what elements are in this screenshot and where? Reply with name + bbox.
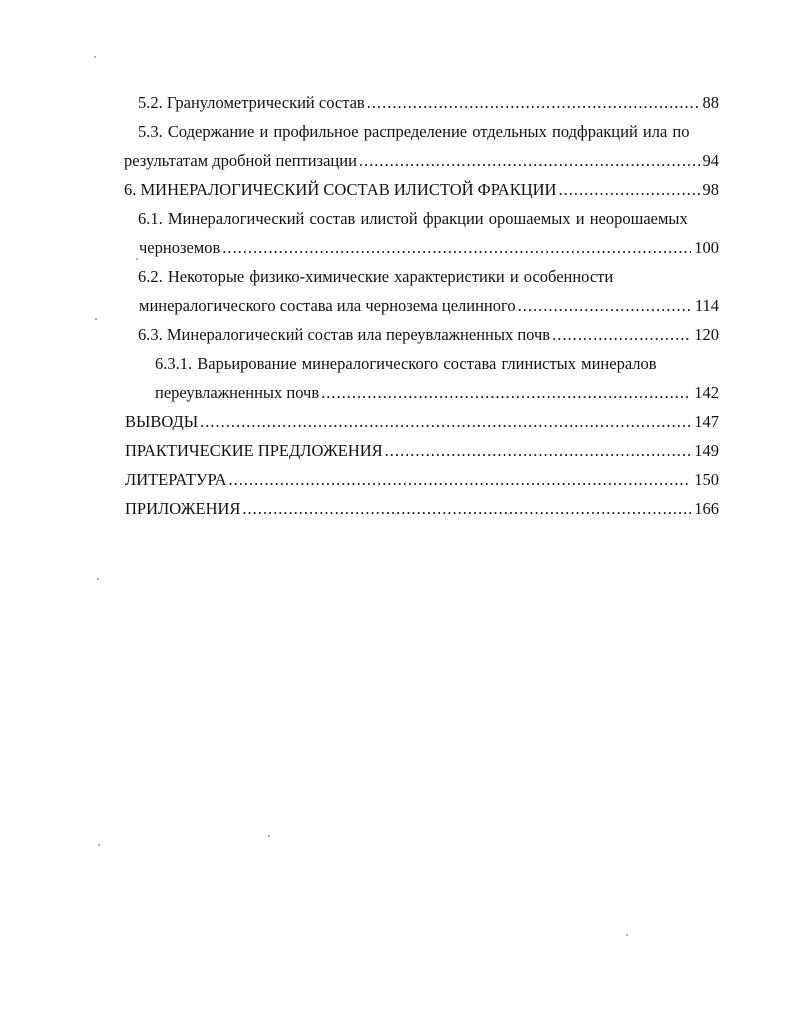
- toc-page-number: 147: [694, 412, 719, 431]
- toc-entry-title-line2: минералогического состава ила чернозема целинного: [139, 296, 516, 315]
- toc-entry-appendices[interactable]: [0, 494, 793, 523]
- toc-entry-title-line2: черноземов: [139, 238, 221, 257]
- toc-page-number: 166: [694, 499, 719, 518]
- dot-leader: [321, 378, 691, 407]
- toc-entry-title: 6.3. Минералогический состав ила переувлажненных почв: [138, 325, 551, 344]
- dot-leader: [558, 175, 699, 204]
- dot-leader: [385, 436, 692, 465]
- dot-leader: [242, 494, 691, 523]
- dot-leader: [200, 407, 691, 436]
- toc-entry-6-3-1[interactable]: [0, 349, 793, 407]
- toc-page-number: 142: [694, 383, 719, 402]
- toc-page-number: 120: [694, 325, 719, 344]
- toc-entry-chapter-6[interactable]: [0, 175, 793, 204]
- toc-entry-title: 6. МИНЕРАЛОГИЧЕСКИЙ СОСТАВ ИЛИСТОЙ ФРАКЦИИ: [124, 180, 557, 199]
- toc-entry-title: 5.2. Гранулометрический состав: [138, 93, 365, 112]
- toc-entry-title-line1: 6.1. Минералогический состав илистой фракции орошаемых и неорошаемых: [138, 209, 688, 228]
- scan-speck: [95, 318, 97, 320]
- toc-entry-title-line2: переувлажненных почв: [155, 383, 320, 402]
- toc-page-number: 88: [702, 93, 719, 112]
- toc-page-number: 98: [702, 180, 719, 199]
- scan-speck: [136, 258, 138, 260]
- toc-entry-title-line1: 5.3. Содержание и профильное распределение отдельных подфракций ила по: [138, 122, 690, 141]
- toc-entry-literature[interactable]: [0, 465, 793, 494]
- dot-leader: [229, 465, 692, 494]
- dot-leader: [222, 233, 691, 262]
- toc-entry-6-2[interactable]: [0, 262, 793, 320]
- toc-page-number: 150: [694, 470, 719, 489]
- toc-page-number: 114: [694, 296, 719, 315]
- toc-page-number: 94: [702, 151, 719, 170]
- scan-speck: [626, 934, 628, 936]
- scan-speck: [268, 835, 270, 837]
- toc-entry-proposals[interactable]: [0, 436, 793, 465]
- toc-entry-5-3[interactable]: [0, 117, 793, 175]
- scan-speck: [98, 844, 100, 846]
- dot-leader: [359, 146, 700, 175]
- toc-page-number: 149: [694, 441, 719, 460]
- dot-leader: [552, 320, 691, 349]
- dot-leader: [518, 291, 692, 320]
- toc-entry-title-line1: 6.3.1. Варьирование минералогического состава глинистых минералов: [155, 354, 657, 373]
- scan-speck: [97, 578, 99, 580]
- toc-entry-conclusions[interactable]: [0, 407, 793, 436]
- scan-speck: [94, 56, 96, 58]
- toc-entry-title: ЛИТЕРАТУРА: [125, 470, 227, 489]
- dot-leader: [367, 88, 700, 117]
- toc-entry-title: ВЫВОДЫ: [125, 412, 199, 431]
- toc-entry-title: ПРАКТИЧЕСКИЕ ПРЕДЛОЖЕНИЯ: [125, 441, 383, 460]
- toc-entry-5-2[interactable]: [0, 88, 793, 117]
- toc-entry-6-1[interactable]: [0, 204, 793, 262]
- toc-entry-title: ПРИЛОЖЕНИЯ: [125, 499, 241, 518]
- toc-entry-title-line1: 6.2. Некоторые физико-химические характеристики и особенности: [138, 267, 614, 286]
- table-of-contents: [0, 88, 793, 523]
- toc-entry-6-3[interactable]: [0, 320, 793, 349]
- toc-page-number: 100: [694, 238, 719, 257]
- toc-entry-title-line2: результатам дробной пептизации: [124, 151, 357, 170]
